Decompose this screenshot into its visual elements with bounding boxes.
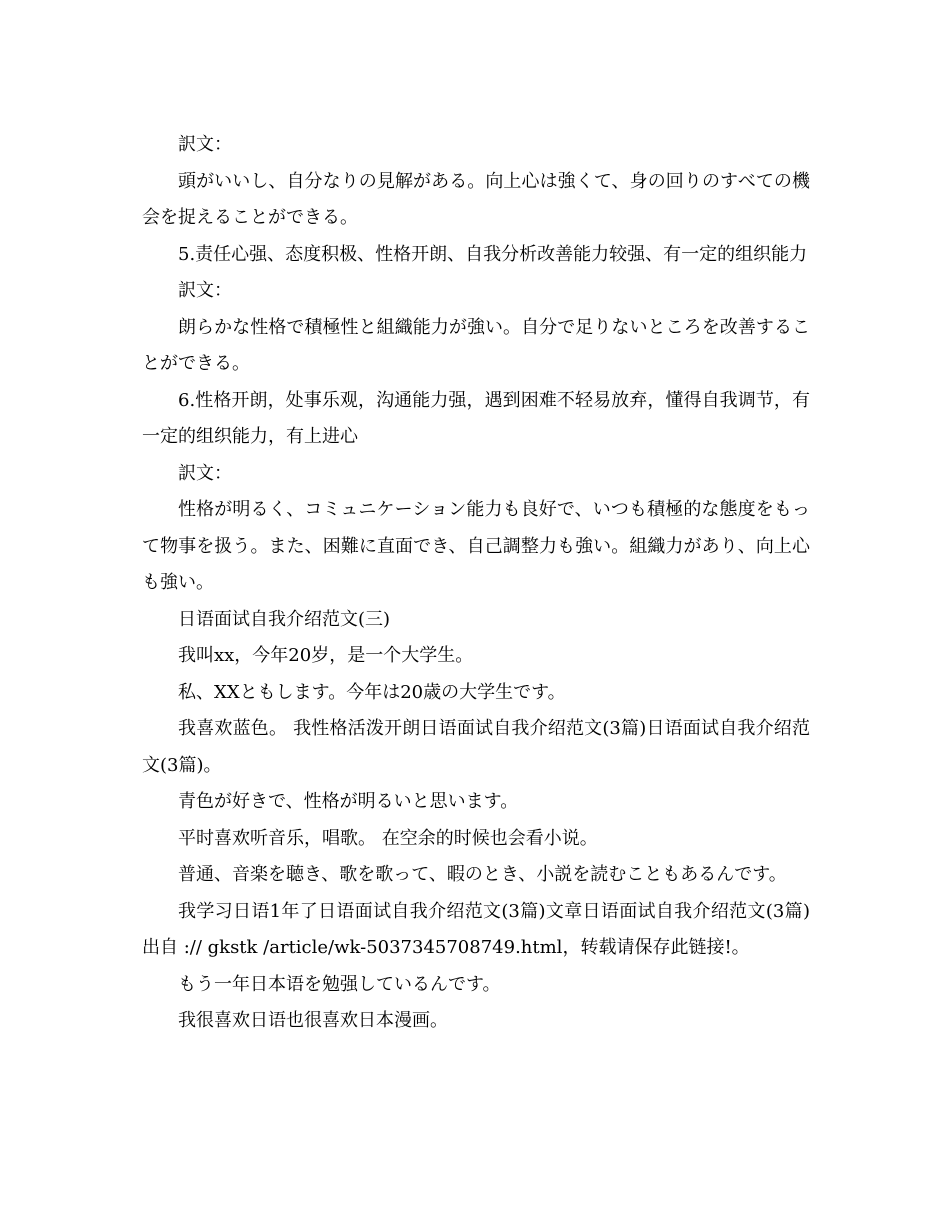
paragraph-study-japanese: もう一年日本语を勉强しているんです。 (178, 973, 501, 995)
paragraph-chinese-5: 5.责任心强、态度积极、性格开朗、自我分析改善能力较强、有一定的组织能力 (178, 243, 808, 265)
paragraph-chinese-6: 6.性格开朗，处事乐观，沟通能力强，遇到困难不轻易放弃，懂得自我调节，有一定的组织能力，有上进心 (142, 389, 810, 447)
paragraph-intro-japanese: 私、XXともします。今年は20歳の大学生です。 (178, 681, 566, 703)
paragraph-japanese-6: 性格が明るく、コミュニケーション能力も良好で、いつも積極的な態度をもって物事を扱う。また、困難に直面でき、自己調整力も強い。組織力があり、向上心も強い。 (142, 499, 810, 593)
paragraph-color-japanese: 青色が好きで、性格が明るいと思います。 (178, 791, 519, 812)
paragraph-color-chinese: 我喜欢蓝色。 我性格活泼开朗日语面试自我介绍范文(3篇)日语面试自我介绍范文(3篇)。 (142, 718, 810, 776)
translation-label: 訳文： (178, 462, 232, 484)
paragraph-japanese-4: 頭がいいし、自分なりの見解がある。向上心は強くて、身の回りのすべての機会を捉えることができる。 (142, 170, 810, 228)
section-heading: 日语面试自我介绍范文(三) (178, 608, 391, 630)
paragraph-intro-chinese: 我叫xx，今年20岁，是一个大学生。 (178, 645, 474, 666)
paragraph-manga-chinese: 我很喜欢日语也很喜欢日本漫画。 (178, 1010, 448, 1031)
paragraph-hobby-chinese: 平时喜欢听音乐，唱歌。 在空余的时候也会看小说。 (178, 827, 598, 849)
paragraph-study-chinese: 我学习日语1年了日语面试自我介绍范文(3篇)文章日语面试自我介绍范文(3篇)出自 :// gkstk /article/wk-5037345708749.html，转载请保存此链接!。 (142, 900, 810, 958)
translation-label: 訳文： (178, 280, 232, 301)
paragraph-japanese-5: 朗らかな性格で積極性と組織能力が強い。自分で足りないところを改善することができる。 (142, 316, 810, 374)
paragraph-hobby-japanese: 普通、音楽を聴き、歌を歌って、暇のとき、小説を読むこともあるんです。 (178, 864, 787, 885)
translation-label: 訳文： (178, 134, 232, 155)
document-body (142, 127, 810, 1040)
